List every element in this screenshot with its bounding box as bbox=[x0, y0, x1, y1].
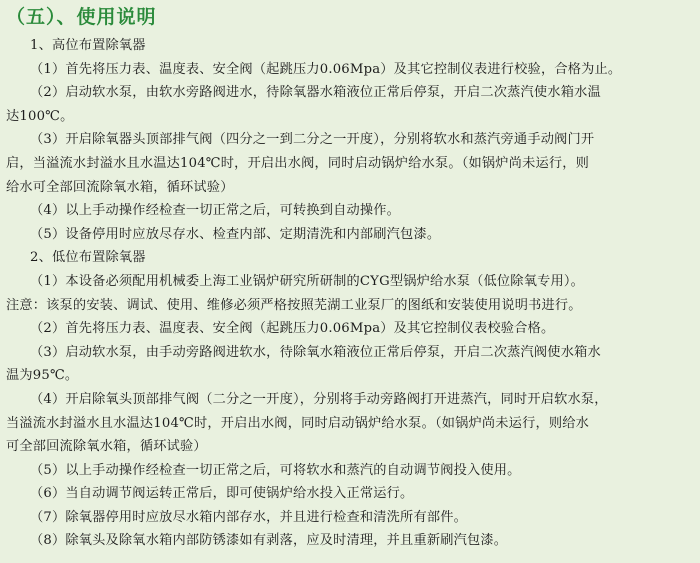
text-line-s1-item5: （5）设备停用时应放尽存水、检查内部、定期清洗和内部刷汽包漆。 bbox=[30, 226, 441, 242]
text-line-s2-item6: （6）当自动调节阀运转正常后，即可使锅炉给水投入正常运行。 bbox=[30, 486, 414, 502]
text-line-s2-item3-a: （3）启动软水泵，由手动旁路阀进软水，待除氧水箱液位正常后停泵，开启二次蒸汽阀使水箱水 bbox=[30, 344, 601, 360]
text-line-s2-item2: （2）首先将压力表、温度表、安全阀（起跳压力0.06Mpa）及其它控制仪表校验合格。 bbox=[30, 321, 555, 337]
text-line-s2-item7: （7）除氧器停用时应放尽水箱内部存水，并且进行检查和清洗所有部件。 bbox=[30, 509, 467, 525]
text-line-s1-item3-c: 给水可全部回流除氧水箱，循环试验） bbox=[6, 179, 234, 195]
text-line-s2-item5: （5）以上手动操作经检查一切正常之后，可将软水和蒸汽的自动调节阀投入使用。 bbox=[30, 462, 521, 478]
text-line-s1-item1: （1）首先将压力表、温度表、安全阀（起跳压力0.06Mpa）及其它控制仪表进行校验，合格为止。 bbox=[30, 61, 622, 77]
text-line-s1-heading: 1、高位布置除氧器 bbox=[30, 38, 146, 53]
text-line-s2-item8: （8）除氧头及除氧水箱内部防锈漆如有剥落，应及时清理，并且重新刷汽包漆。 bbox=[30, 533, 508, 549]
section-title: （五）、使用说明 bbox=[6, 6, 157, 28]
text-line-s2-heading: 2、低位布置除氧器 bbox=[30, 250, 146, 266]
text-line-s1-item3-a: （3）开启除氧器头顶部排气阀（四分之一到二分之一开度），分别将软水和蒸汽旁通手动阀门开 bbox=[30, 132, 595, 148]
text-line-s1-item3-b: 启，当溢流水封溢水且水温达104℃时，开启出水阀，同时启动锅炉给水泵。（如锅炉尚未运行，则 bbox=[6, 155, 590, 171]
text-line-s2-item1: （1）本设备必须配用机械委上海工业锅炉研究所研制的CYG型锅炉给水泵（低位除氧专用）。 bbox=[30, 273, 585, 289]
text-line-s2-item4-c: 可全部回流除氧水箱，循环试验） bbox=[6, 439, 207, 455]
text-line-s2-item4-a: （4）开启除氧头顶部排气阀（二分之一开度），分别将手动旁路阀打开进蒸汽，同时开启软水泵， bbox=[30, 391, 608, 407]
text-line-s2-item4-b: 当溢流水封溢水且水温达104℃时，开启出水阀，同时启动锅炉给水泵。（如锅炉尚未运行，则给水 bbox=[6, 415, 590, 431]
text-line-s1-item2-a: （2）启动软水泵，由软水旁路阀进水，待除氧器水箱液位正常后停泵，开启二次蒸汽使水箱水温 bbox=[30, 85, 601, 101]
document-body bbox=[6, 34, 694, 553]
text-line-s1-item2-b: 达100℃。 bbox=[6, 108, 74, 124]
text-line-s2-item3-b: 温为95℃。 bbox=[6, 368, 79, 384]
text-line-s1-item4: （4）以上手动操作经检查一切正常之后，可转换到自动操作。 bbox=[30, 203, 401, 219]
text-line-s2-note: 注意：该泵的安装、调试、使用、维修必须严格按照芜湖工业泵厂的图纸和安装使用说明书进行。 bbox=[6, 297, 582, 313]
